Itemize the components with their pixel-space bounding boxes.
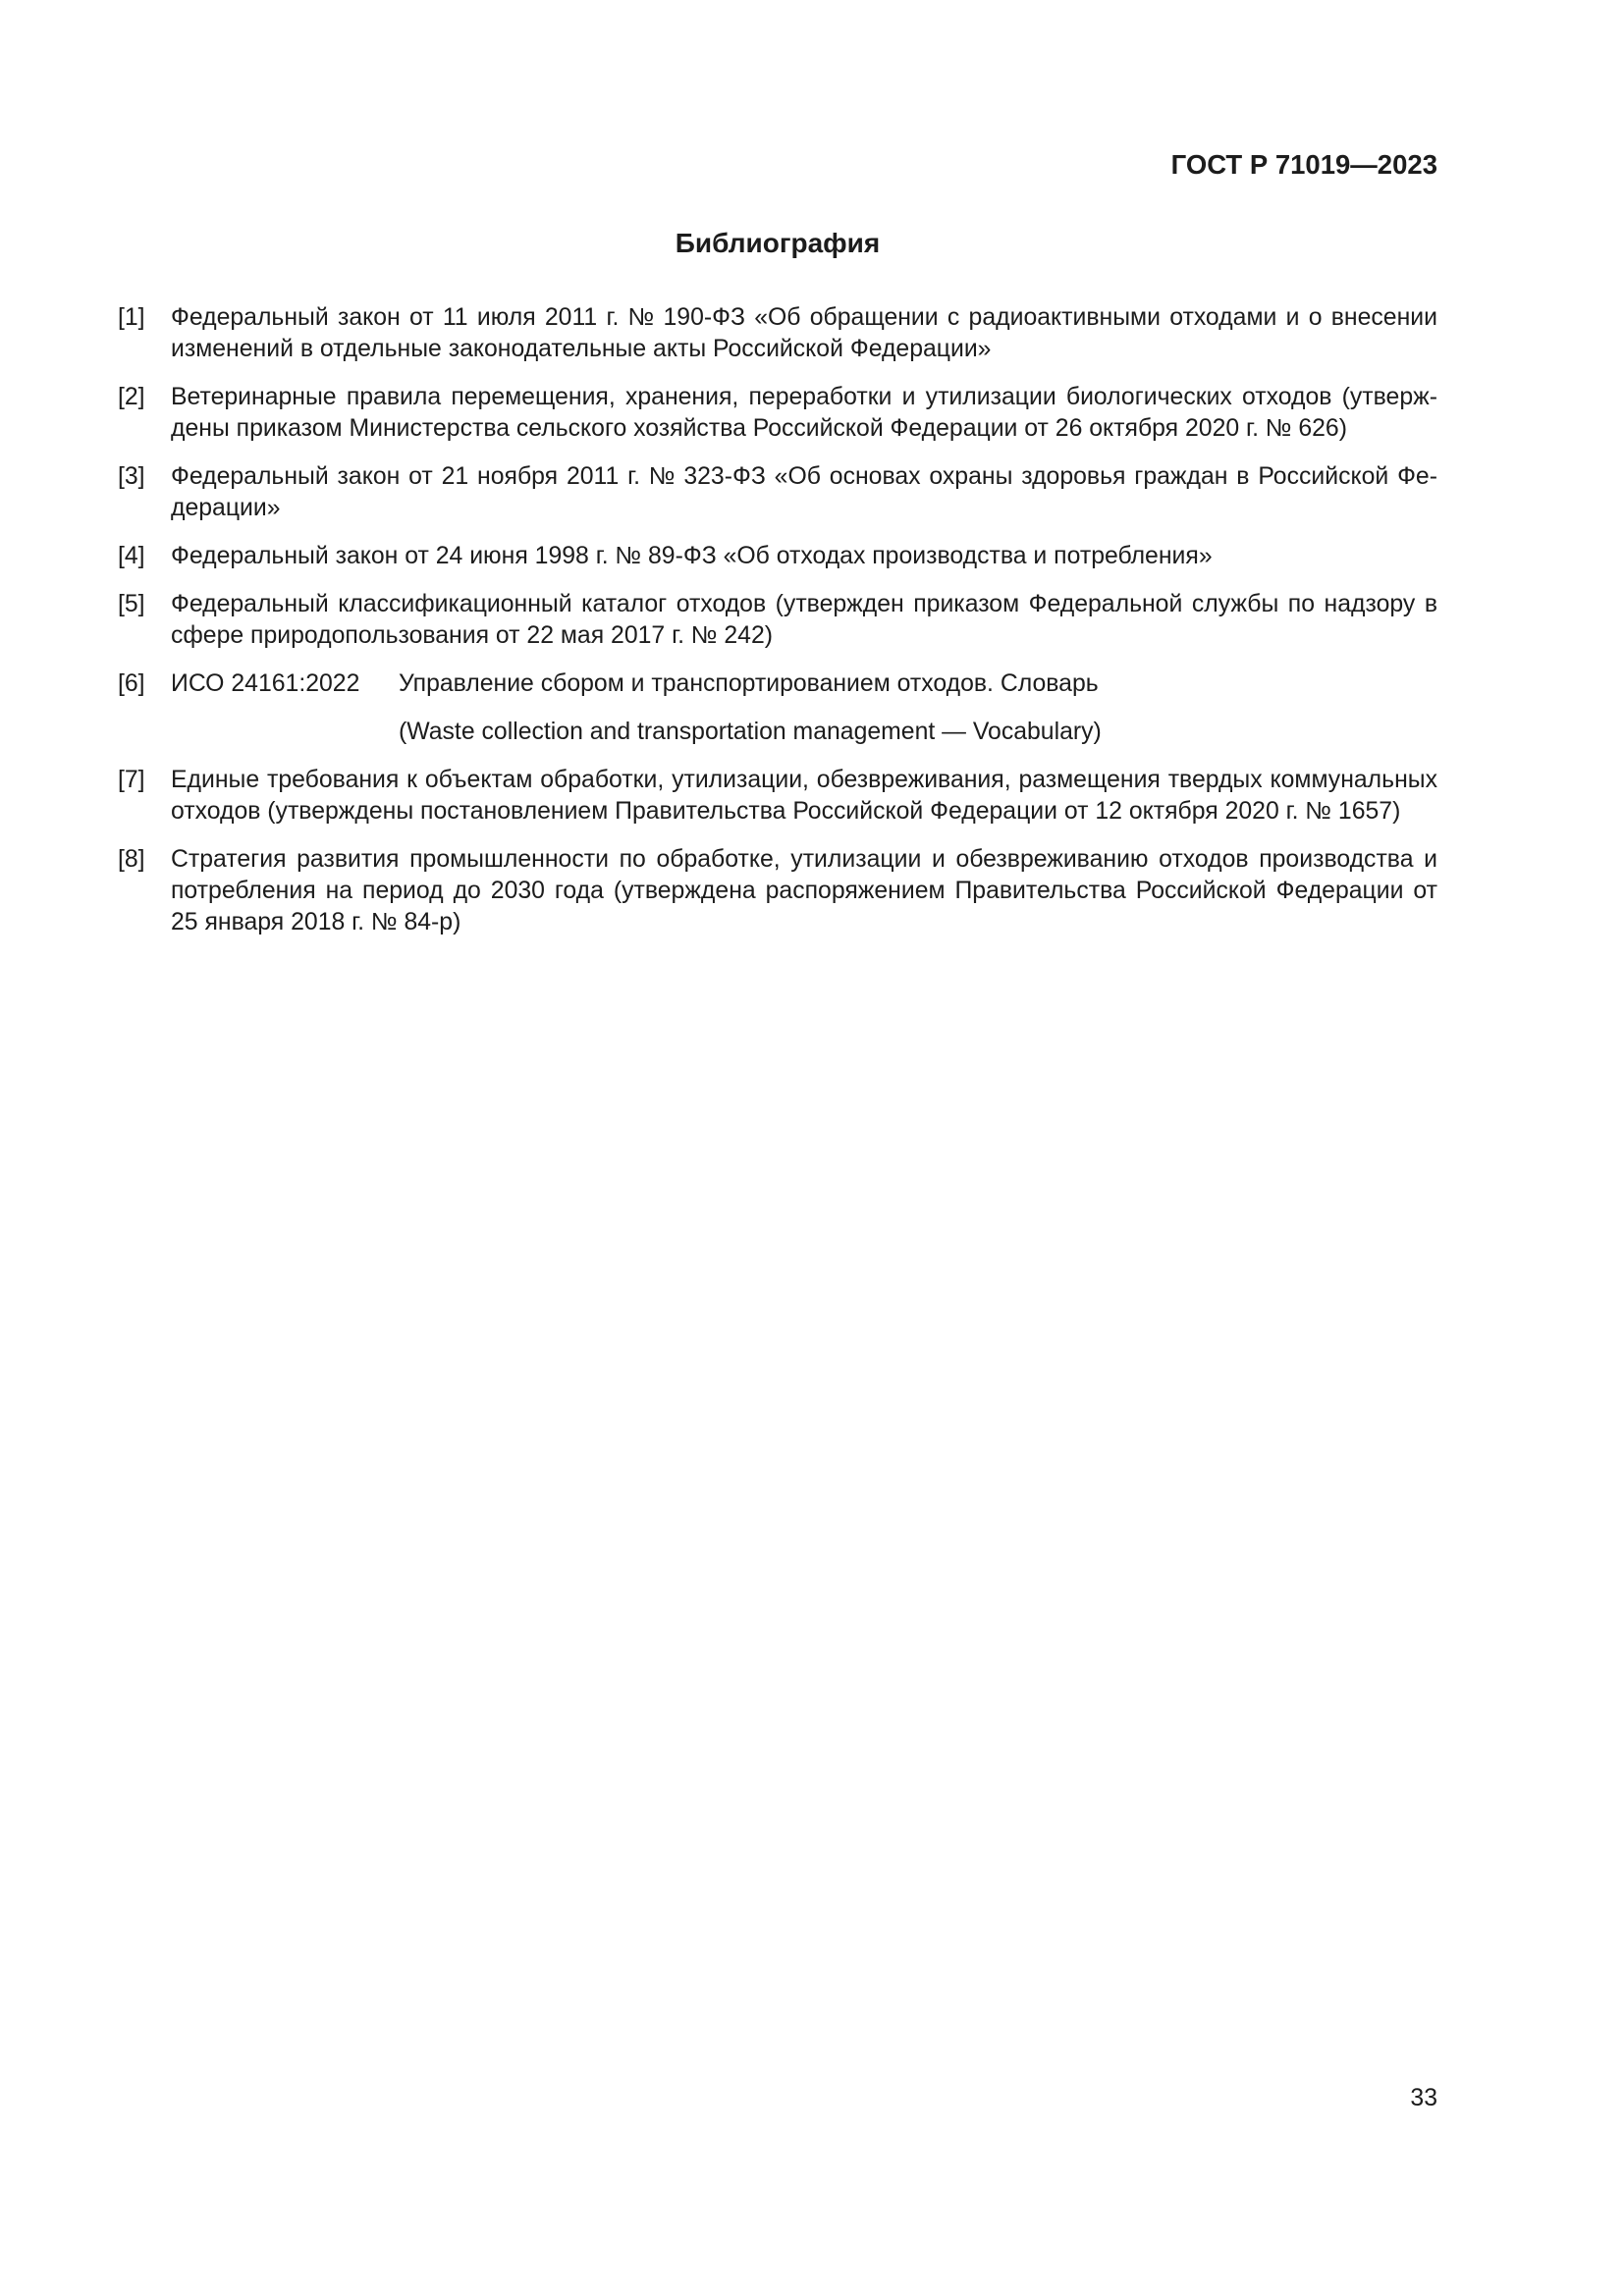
entry-line-text: Ветеринарные правила перемещения, хранения, переработки и утилизации биологических отходов (утверж- <box>171 384 1437 410</box>
section-title: Библиография <box>675 228 881 258</box>
bibliography-list <box>118 302 1437 955</box>
entry-line <box>171 765 1437 796</box>
bibliography-entry <box>118 382 1437 445</box>
bibliography-entry <box>118 589 1437 652</box>
entry-line-text: Федеральный классификационный каталог отходов (утвержден приказом Федеральной службы по надзору в <box>171 591 1437 617</box>
entry-line-text: дены приказом Министерства сельского хозяйства Российской Федерации от 26 октября 2020 г. № 626) <box>171 415 1347 442</box>
entry-line <box>171 844 1437 876</box>
entry-text <box>171 668 1437 748</box>
entry-line-text: Федеральный закон от 11 июля 2011 г. № 190-ФЗ «Об обращении с радиоактивными отходами и о внесении <box>171 304 1437 331</box>
entry-text <box>171 541 1437 572</box>
entry-line-text: Стратегия развития промышленности по обработке, утилизации и обезвреживанию отходов производства и <box>171 846 1437 873</box>
entry-line <box>171 413 1437 445</box>
entry-line-text: Федеральный закон от 21 ноября 2011 г. № 323-ФЗ «Об основах охраны здоровья граждан в Российской Фе- <box>171 463 1437 490</box>
entry-line-text: 25 января 2018 г. № 84-р) <box>171 909 461 935</box>
standard-title: Управление сбором и транспортированием отходов. Словарь <box>399 670 1099 697</box>
entry-line <box>171 334 1437 365</box>
entry-line-text: изменений в отдельные законодательные акты Российской Федерации» <box>171 336 992 362</box>
entry-number: [2] <box>118 384 145 410</box>
entry-line-text: потребления на период до 2030 года (утверждена распоряжением Правительства Российской Федерации от <box>171 878 1437 904</box>
entry-line-text: отходов (утверждены постановлением Правительства Российской Федерации от 12 октября 2020 г. № 1657) <box>171 798 1401 825</box>
entry-number: [4] <box>118 543 145 569</box>
entry-number: [8] <box>118 846 145 873</box>
entry-number: [5] <box>118 591 145 617</box>
document-designation: ГОСТ Р 71019—2023 <box>1170 149 1437 180</box>
bibliography-entry <box>118 844 1437 938</box>
entry-line <box>171 382 1437 413</box>
entry-text <box>171 765 1437 828</box>
bibliography-entry <box>118 668 1437 748</box>
entry-number: [1] <box>118 304 145 331</box>
entry-text <box>171 302 1437 365</box>
entry-text <box>171 461 1437 524</box>
entry-number: [7] <box>118 767 145 793</box>
bibliography-entry <box>118 461 1437 524</box>
entry-line-text: дерации» <box>171 495 281 521</box>
entry-number: [6] <box>118 670 145 697</box>
standard-title-english: (Waste collection and transportation management — Vocabulary) <box>399 719 1102 745</box>
entry-line <box>171 876 1437 907</box>
entry-line-text: Единые требования к объектам обработки, утилизации, обезвреживания, размещения твердых коммунальных <box>171 767 1437 793</box>
entry-line <box>171 541 1437 572</box>
entry-line <box>171 796 1437 828</box>
bibliography-entry <box>118 765 1437 828</box>
entry-number: [3] <box>118 463 145 490</box>
entry-line <box>171 302 1437 334</box>
entry-line-text: Федеральный закон от 24 июня 1998 г. № 89-ФЗ «Об отходах производства и потребления» <box>171 543 1213 569</box>
standard-row <box>171 668 1437 700</box>
entry-line-text: сфере природопользования от 22 мая 2017 г. № 242) <box>171 622 774 649</box>
bibliography-entry <box>118 302 1437 365</box>
bibliography-entry <box>118 541 1437 572</box>
entry-text <box>171 844 1437 938</box>
entry-text <box>171 589 1437 652</box>
entry-line <box>171 461 1437 493</box>
entry-line <box>171 907 1437 938</box>
entry-line <box>171 589 1437 620</box>
entry-line <box>171 620 1437 652</box>
page-number: 33 <box>1410 2085 1437 2111</box>
entry-text <box>171 382 1437 445</box>
standard-designation: ИСО 24161:2022 <box>171 670 360 697</box>
entry-line <box>171 493 1437 524</box>
